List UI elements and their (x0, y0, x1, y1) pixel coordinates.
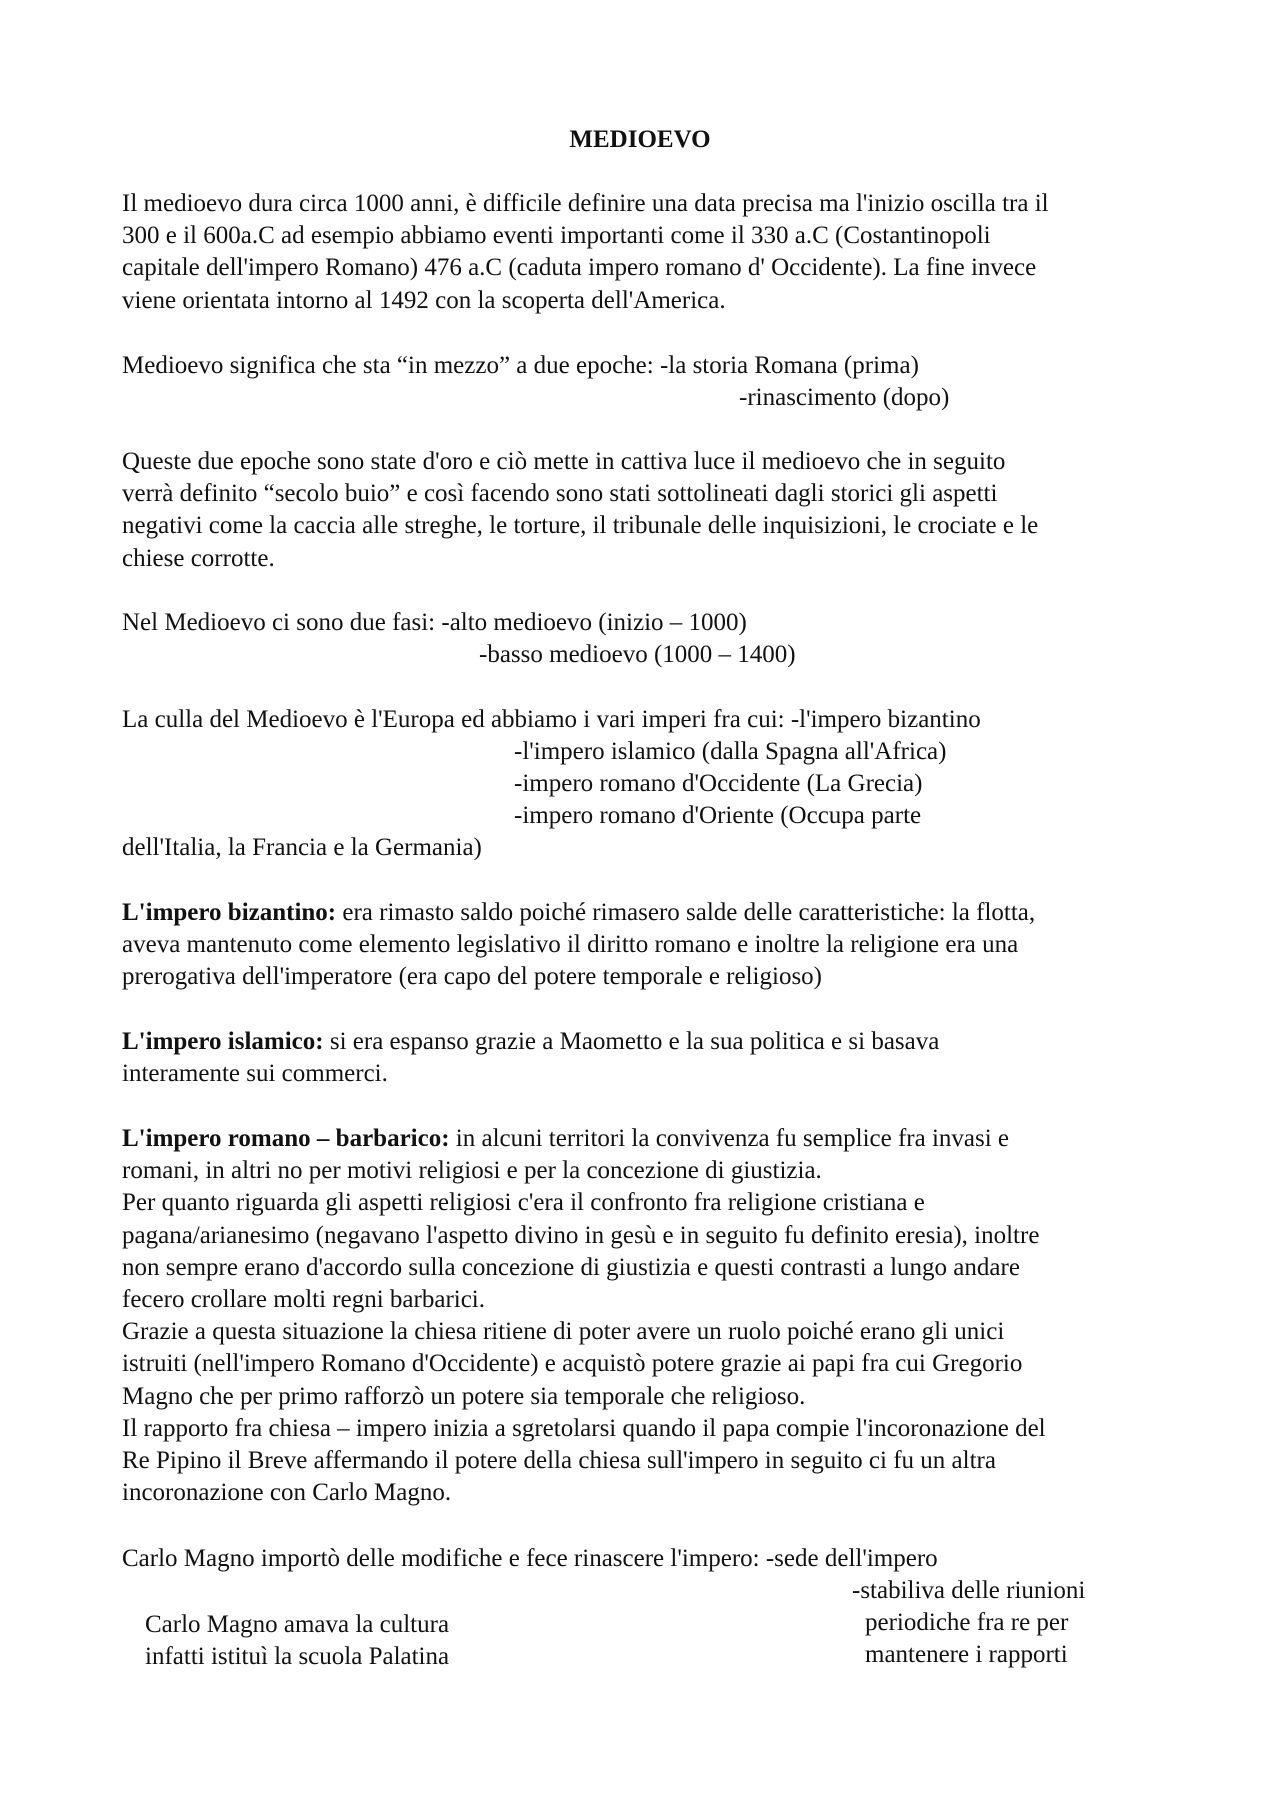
text-line-indented: -basso medioevo (1000 – 1400) (479, 641, 796, 668)
text-line (122, 1123, 1182, 1155)
text-line: Magno che per primo rafforzò un potere sia temporale che religioso. (122, 1382, 806, 1410)
text-line: Queste due epoche sono state d'oro e ciò mette in cattiva luce il medioevo che in seguito (122, 448, 1006, 475)
text-line-indented: -rinascimento (dopo) (739, 384, 950, 411)
paragraph-intro (122, 188, 1182, 317)
text-line: Grazie a questa situazione la chiesa ritiene di poter avere un ruolo poiché erano gli unici (122, 1318, 1005, 1346)
text-line: istruiti (nell'impero Romano d'Occidente) e acquistò potere grazie ai papi fra cui Gregorio (122, 1350, 1023, 1378)
side-note-line: Carlo Magno amava la cultura (145, 1611, 450, 1638)
list-item: -impero romano d'Oriente (Occupa parte (514, 802, 922, 829)
text-line: interamente sui commerci. (122, 1060, 388, 1088)
text-line: La culla del Medioevo è l'Europa ed abbiamo i vari imperi fra cui: -l'impero bizantino (122, 706, 981, 733)
bold-heading: L'impero romano – barbarico: (122, 1125, 450, 1152)
text-line: incoronazione con Carlo Magno. (122, 1479, 452, 1507)
paragraph-islamic (122, 1026, 1182, 1090)
text-line: Re Pipino il Breve affermando il potere della chiesa sull'impero in seguito ci fu un altra (122, 1447, 996, 1475)
list-item: periodiche fra re per (865, 1609, 1069, 1636)
text-line: Nel Medioevo ci sono due fasi: -alto medioevo (inizio – 1000) (122, 609, 747, 636)
text-line: Il rapporto fra chiesa – impero inizia a sgretolarsi quando il papa compie l'incoronazione del (122, 1414, 1046, 1442)
text-line: pagana/arianesimo (negavano l'aspetto divino in gesù e in seguito fu definito eresia), inoltre (122, 1221, 1040, 1249)
list-item: -stabiliva delle riunioni (852, 1577, 1086, 1604)
paragraph-dark-ages (122, 446, 1182, 575)
text-line: Il medioevo dura circa 1000 anni, è difficile definire una data precisa ma l'inizio oscilla tra il (122, 190, 1049, 217)
text-line: non sempre erano d'accordo sulla concezione di giustizia e questi contrasti a lungo andare (122, 1253, 1020, 1281)
bold-heading: L'impero islamico: (122, 1028, 324, 1055)
list-item: -l'impero islamico (dalla Spagna all'Africa) (514, 738, 947, 765)
page-title: MEDIOEVO (569, 126, 711, 153)
list-item: mantenere i rapporti (865, 1641, 1068, 1668)
side-note-line: infatti istituì la scuola Palatina (145, 1643, 450, 1670)
text-line: aveva mantenuto come elemento legislativo il diritto romano e inoltre la religione era una (122, 931, 1019, 959)
text-line: chiese corrotte. (122, 544, 275, 572)
text-line: capitale dell'impero Romano) 476 a.C (caduta impero romano d' Occidente). La fine invece (122, 254, 1037, 282)
text-line: fecero crollare molti regni barbarici. (122, 1286, 486, 1314)
text-line: Carlo Magno importò delle modifiche e fece rinascere l'impero: -sede dell'impero (122, 1545, 938, 1572)
text-line: Medioevo significa che sta “in mezzo” a due epoche: -la storia Romana (prima) (122, 352, 919, 379)
paragraph-empires (122, 704, 1182, 866)
text-line: 300 e il 600a.C ad esempio abbiamo eventi importanti come il 330 a.C (Costantinopoli (122, 222, 991, 250)
paragraph-roman-barbarian (122, 1123, 1182, 1509)
text-line (122, 1026, 1182, 1058)
paragraph-meaning (122, 350, 1182, 414)
paragraph-charlemagne (122, 1543, 1182, 1683)
text-run: in alcuni territori la convivenza fu semplice fra invasi e (449, 1125, 1010, 1152)
list-item: -impero romano d'Occidente (La Grecia) (514, 770, 923, 797)
paragraph-byzantine (122, 897, 1182, 994)
text-line: Per quanto riguarda gli aspetti religiosi c'era il confronto fra religione cristiana e (122, 1189, 925, 1217)
text-run: si era espanso grazie a Maometto e la sua politica e si basava (323, 1028, 940, 1055)
text-line: romani, in altri no per motivi religiosi e per la concezione di giustizia. (122, 1157, 822, 1185)
bold-heading: L'impero bizantino: (122, 899, 337, 926)
text-line: negativi come la caccia alle streghe, le torture, il tribunale delle inquisizioni, le crociate e le (122, 512, 1039, 540)
text-line: prerogativa dell'imperatore (era capo del potere temporale e religioso) (122, 963, 822, 991)
text-line: viene orientata intorno al 1492 con la scoperta dell'America. (122, 286, 726, 314)
text-line (122, 897, 1182, 929)
text-line: verrà definito “secolo buio” e così facendo sono stati sottolineati dagli storici gli aspetti (122, 480, 998, 508)
text-line: dell'Italia, la Francia e la Germania) (122, 834, 482, 861)
paragraph-phases (122, 607, 1182, 671)
text-run: era rimasto saldo poiché rimasero salde delle caratteristiche: la flotta, (336, 899, 1036, 926)
